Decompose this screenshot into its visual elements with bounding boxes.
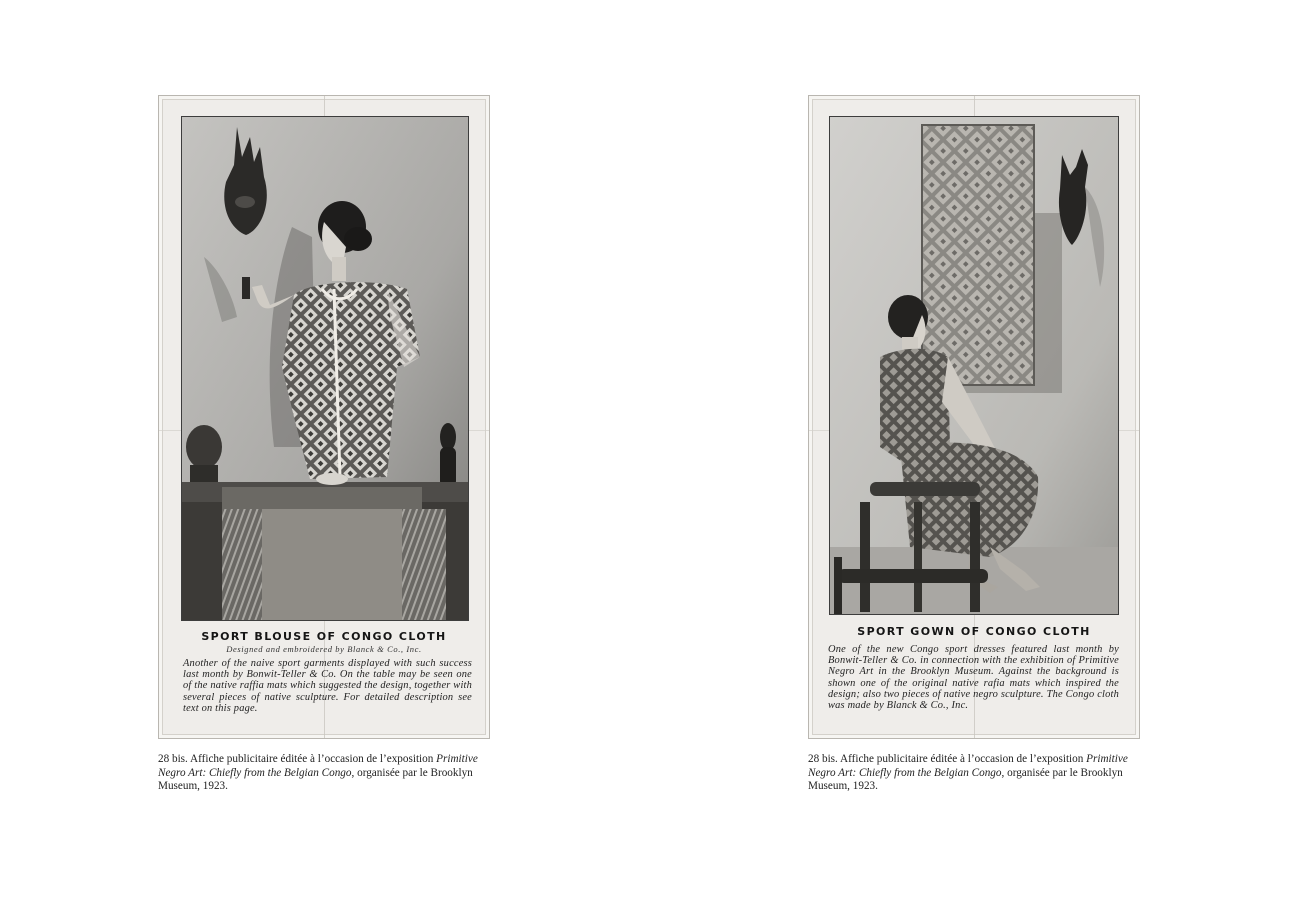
caption-text: 28 bis. Affiche publicitaire éditée à l’occasion de l’exposition xyxy=(158,753,437,765)
photo-sport-gown xyxy=(830,117,1118,614)
left-poster-title: SPORT BLOUSE OF CONGO CLOTH xyxy=(201,630,447,643)
left-poster-photo xyxy=(181,116,469,621)
figure-caption-right xyxy=(808,753,1140,794)
caption-text: , organisée par le Brooklyn Museum, 1923. xyxy=(158,766,473,792)
right-poster-title: SPORT GOWN OF CONGO CLOTH xyxy=(857,625,1091,638)
bowl xyxy=(316,473,348,485)
right-poster-photo xyxy=(829,116,1119,615)
figurine xyxy=(242,277,250,299)
left-poster xyxy=(158,95,490,739)
right-poster-description: One of the new Congo sport dresses featured last month by Bonwit-Teller & Co. in connection with the exhibition of Primitive Negro Art in the Brooklyn Museum. Against the background is shown one of the original native rafia mats which inspired the design; also two pieces of native negro sculpture. The Congo cloth was made by Blanck & Co., Inc. xyxy=(828,644,1119,712)
left-poster-description: Another of the naive sport garments displayed with such success last month by Bonwit-Teller & Co. On the table may be seen one of the native raffia mats which suggested the design, together with several pieces of native sculpture. For detailed description see text on this page. xyxy=(183,658,473,714)
caption-exhibition-title: Primitive Negro Art: Chiefly from the Belgian Congo xyxy=(158,753,478,779)
photo-sport-blouse xyxy=(182,117,468,620)
caption-text: , organisée par le Brooklyn Museum, 1923. xyxy=(808,766,1123,792)
caption-text: 28 bis. Affiche publicitaire éditée à l’occasion de l’exposition xyxy=(808,753,1087,765)
left-poster-credit: Designed and embroidered by Blanck & Co., Inc. xyxy=(226,644,422,654)
right-poster xyxy=(808,95,1140,739)
caption-exhibition-title: Primitive Negro Art: Chiefly from the Belgian Congo xyxy=(808,753,1128,779)
figure-caption-left xyxy=(158,753,490,794)
